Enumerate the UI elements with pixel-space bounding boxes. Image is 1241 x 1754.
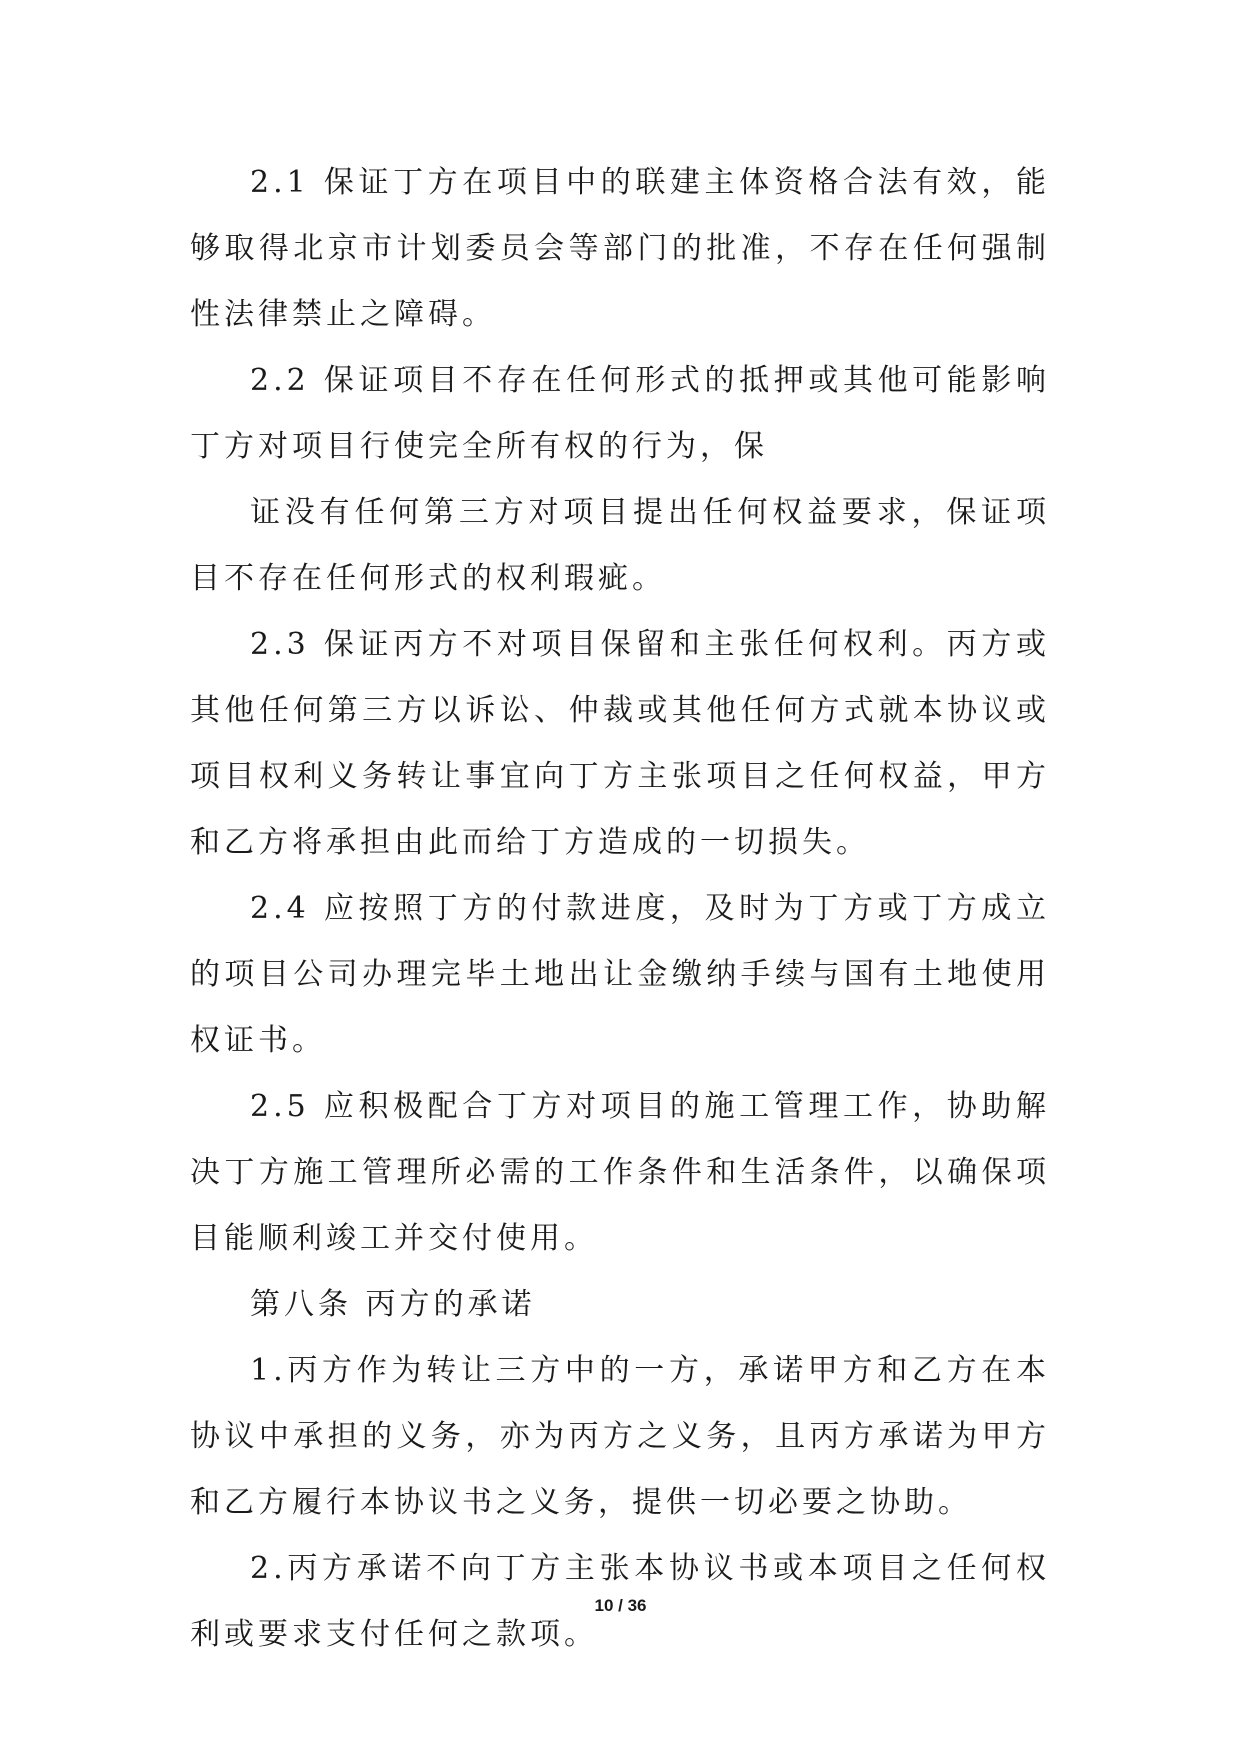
page-number: 10 / 36 [594, 1596, 647, 1615]
clause-2-2: 2.2 保证项目不存在任何形式的抵押或其他可能影响丁方对项目行使完全所有权的行为，保 [190, 363, 1050, 464]
article-8-clause-1: 1.丙方作为转让三方中的一方，承诺甲方和乙方在本协议中承担的义务，亦为丙方之义务，且丙方承诺为甲方和乙方履行本协议书之义务，提供一切必要之协助。 [190, 1353, 1050, 1520]
clause-2-1: 2.1 保证丁方在项目中的联建主体资格合法有效，能够取得北京市计划委员会等部门的批准，不存在任何强制性法律禁止之障碍。 [190, 165, 1050, 332]
clause-2-5: 2.5 应积极配合丁方对项目的施工管理工作，协助解决丁方施工管理所必需的工作条件和生活条件，以确保项目能顺利竣工并交付使用。 [190, 1089, 1050, 1256]
clause-2-4: 2.4 应按照丁方的付款进度，及时为丁方或丁方成立的项目公司办理完毕土地出让金缴纳手续与国有土地使用权证书。 [190, 891, 1050, 1058]
article-8-heading: 第八条 丙方的承诺 [250, 1287, 536, 1322]
document-body [190, 150, 1050, 1668]
clause-2-3: 2.3 保证丙方不对项目保留和主张任何权利。丙方或其他任何第三方以诉讼、仲裁或其他任何方式就本协议或项目权利义务转让事宜向丁方主张项目之任何权益，甲方和乙方将承担由此而给丁方造成的一切损失。 [190, 627, 1050, 860]
clause-2-2-continued: 证没有任何第三方对项目提出任何权益要求，保证项目不存在任何形式的权利瑕疵。 [190, 495, 1050, 596]
article-8-clause-2: 2.丙方承诺不向丁方主张本协议书或本项目之任何权利或要求支付任何之款项。 [190, 1551, 1050, 1652]
